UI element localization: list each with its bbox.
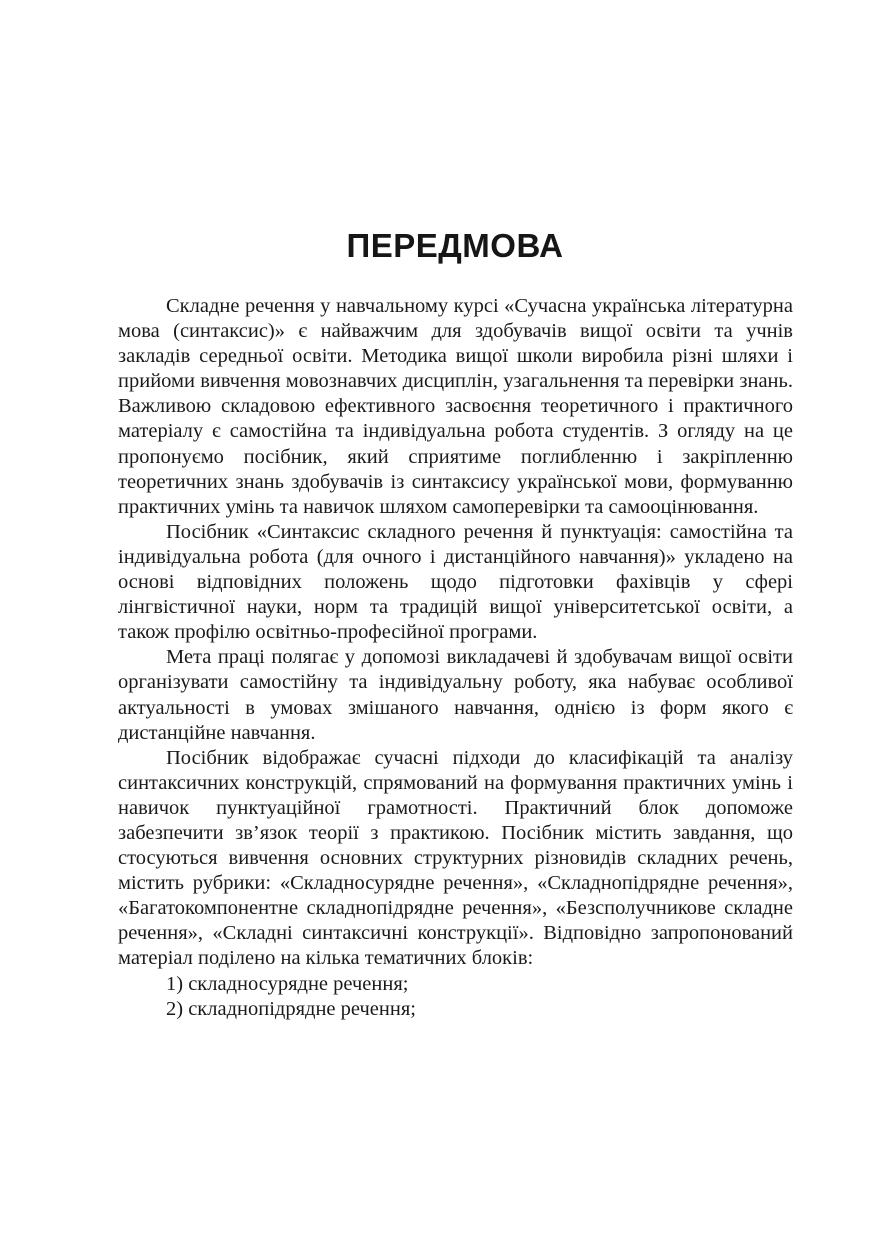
page-title: ПЕРЕДМОВА (346, 227, 564, 264)
paragraph-approach: Посібник відображає сучасні підходи до класифікацій та аналізу синтаксичних конструкцій, спрямований на формування практичних умінь і навичок пунктуаційної грамотності. Практичний блок допоможе забезпечити зв’язок теорії з практикою. Посібник містить завдання, що стосуються вивчення основних структурних різновидів складних речень, містить рубрики: «Складносурядне речення», «Складнопідрядне речення», «Багатокомпонентне складнопідрядне речення», «Безсполучникове складне речення», «Складні синтаксичні конструкції». Відповідно запропонований матеріал поділено на кілька тематичних блоків: (118, 746, 793, 970)
list-item: 2) складнопідрядне речення; (166, 997, 416, 1020)
paragraph-purpose: Мета праці полягає у допомозі викладачеві й здобувачам вищої освіти організувати самостійну та індивідуальну роботу, яка набуває особливої актуальності в умовах змішаного навчання, однією із форм якого є дистанційне навчання. (118, 646, 793, 744)
paragraph-manual-description: Посібник «Синтаксис складного речення й пунктуація: самостійна та індивідуальна робота (для очного і дистанційного навчання)» укладено на основі відповідних положень щодо підготовки фахівців у сфері лінгвістичної науки, норм та традицій вищої університетської освіти, а також профілю освітньо-професійної програми. (118, 520, 793, 644)
body-text (118, 294, 793, 1022)
list-item: 1) складносурядне речення; (166, 972, 409, 995)
paragraph-intro: Складне речення у навчальному курсі «Сучасна українська літературна мова (синтаксис)» є найважчим для здобувачів вищої освіти та учнів закладів середньої освіти. Методика вищої школи виробила різні шляхи і прийоми вивчення мовознавчих дисциплін, узагальнення та перевірки знань. Важливою складовою ефективного засвоєння теоретичного і практичного матеріалу є самостійна та індивідуальна робота студентів. З огляду на це пропонуємо посібник, який сприятиме поглибленню і закріпленню теоретичних знань здобувачів із синтаксису української мови, формуванню практичних умінь та навичок шляхом самоперевірки та самооцінювання. (118, 295, 793, 518)
